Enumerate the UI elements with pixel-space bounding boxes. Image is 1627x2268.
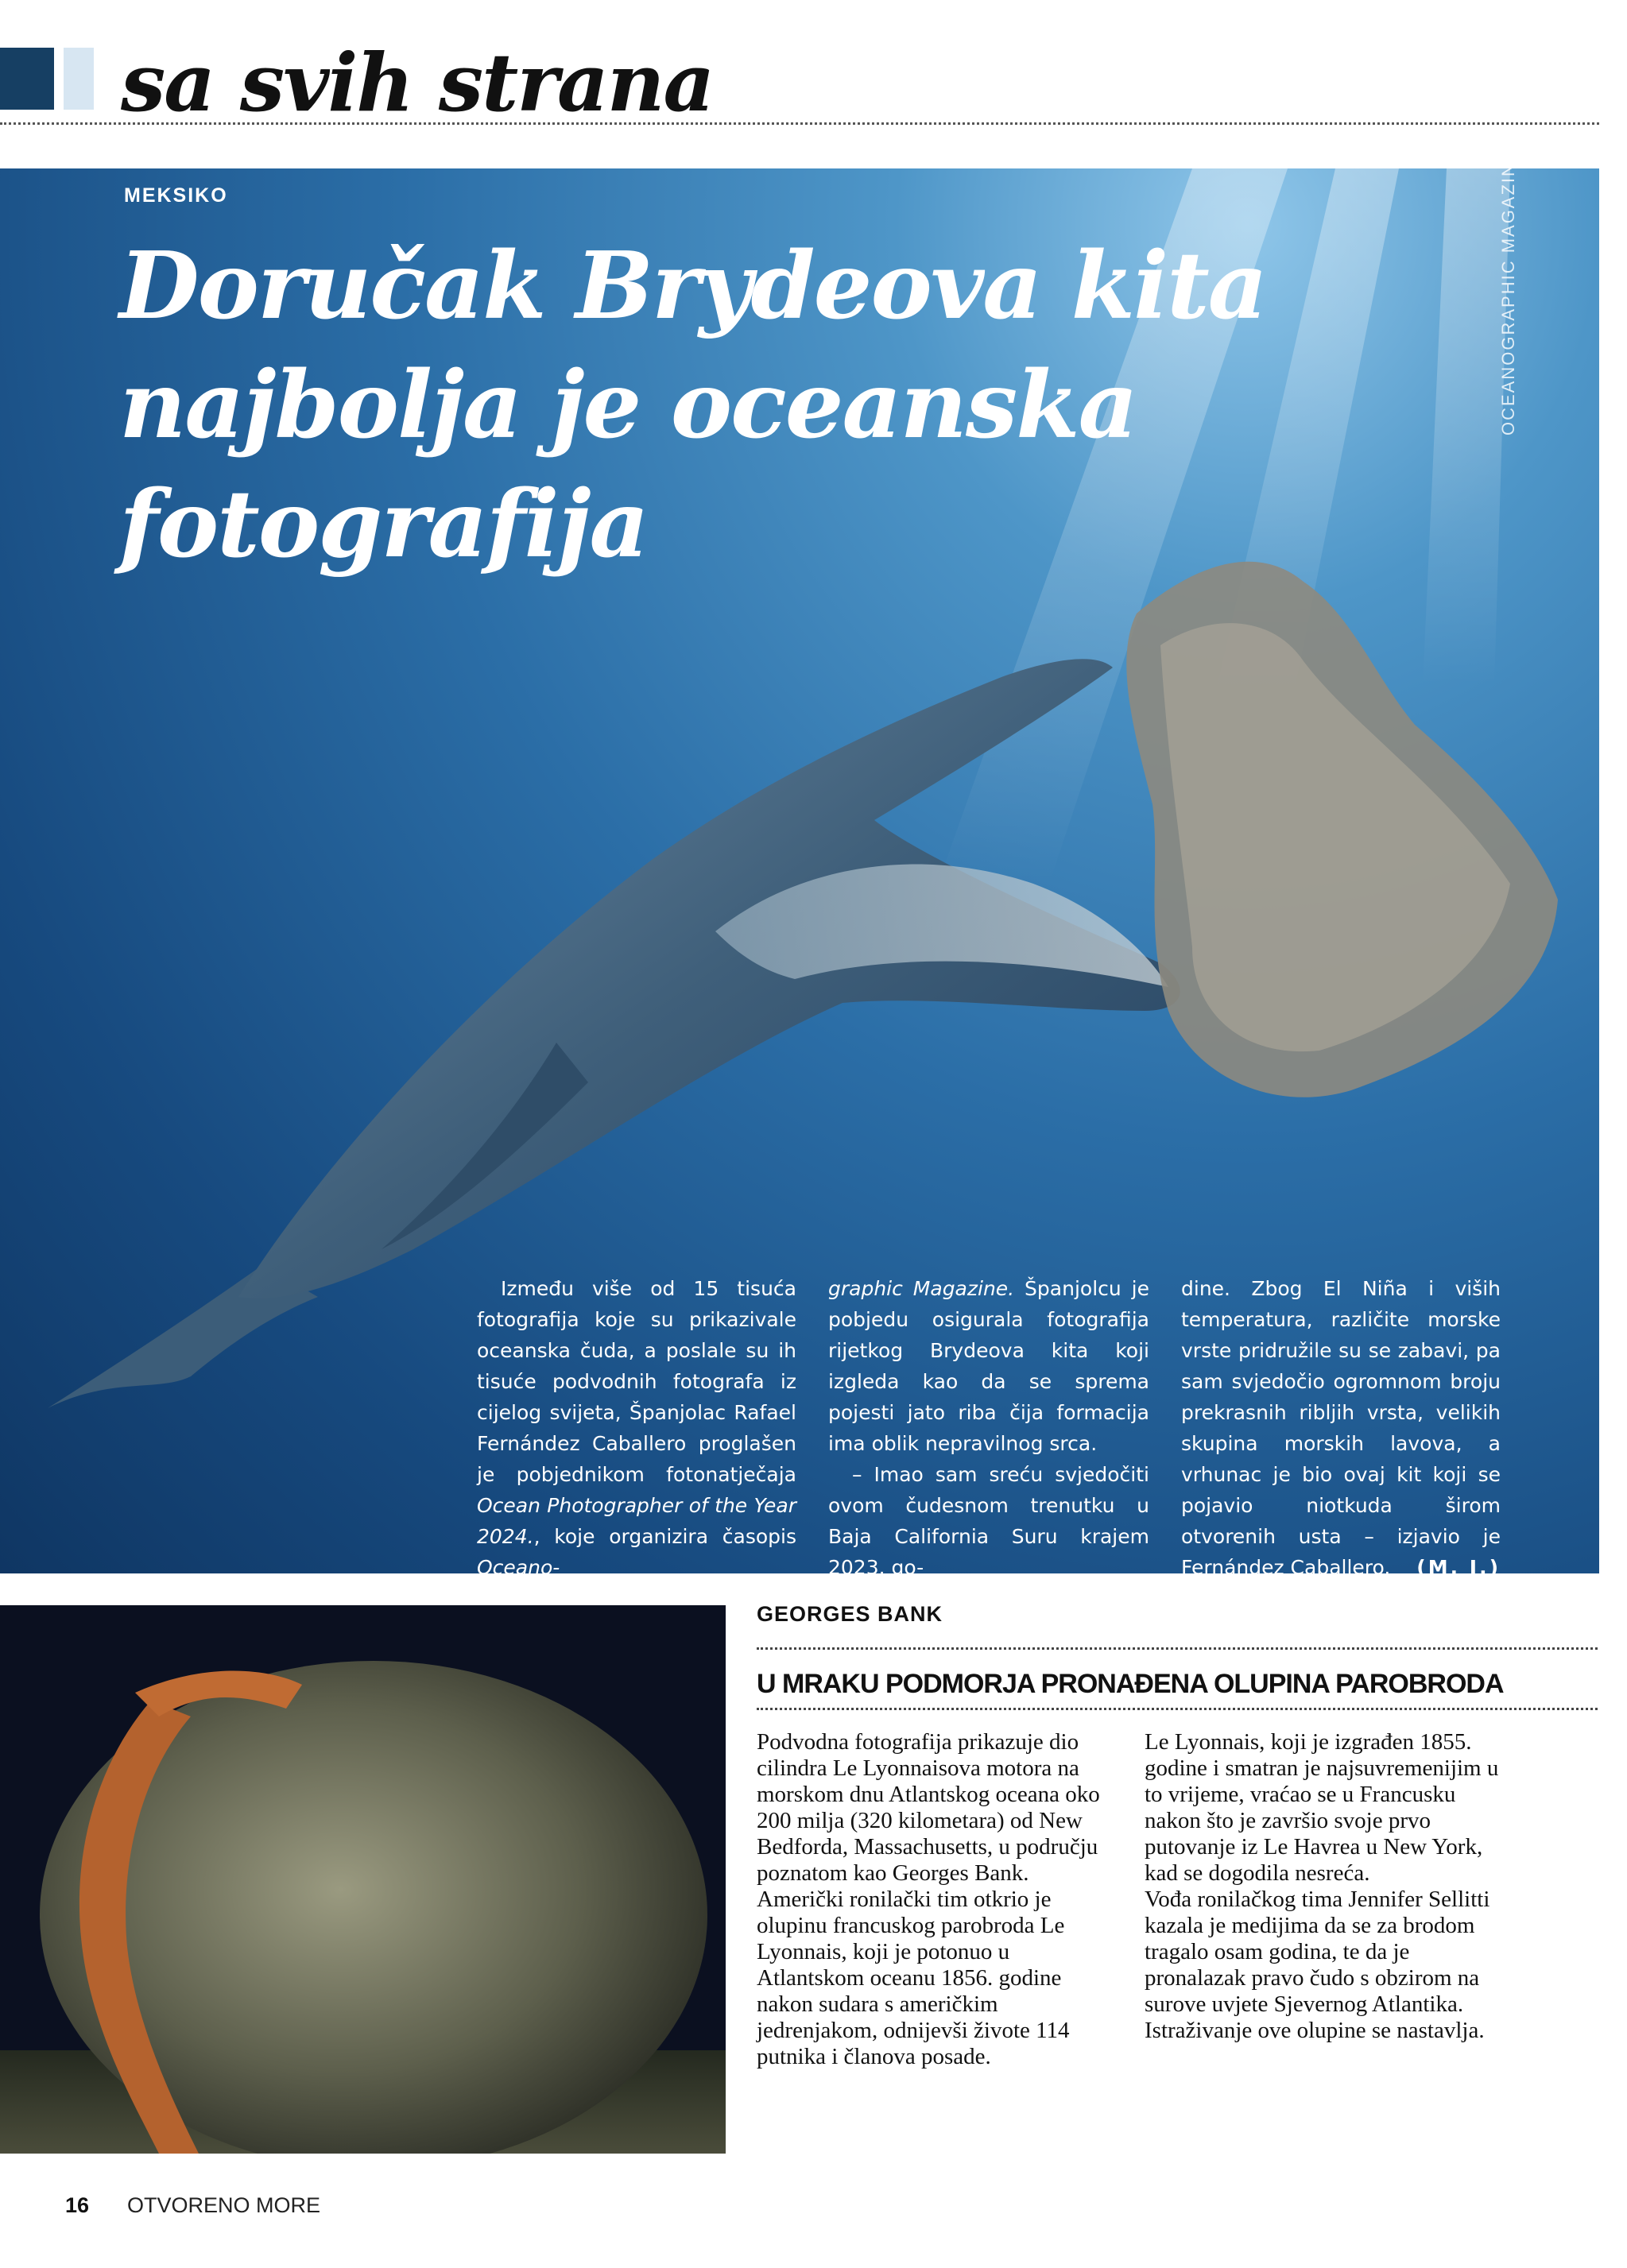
feature-column-1 [477, 1273, 796, 1583]
feature-column-3 [1181, 1273, 1501, 1583]
secondary-paragraph: Vođa ronilačkog tima Jennifer Sellitti kazala je medijima da se za brodom tragalo osam godina, te da je pronalazak pravo čudo s obzirom na surove uvjete Sjevernog Atlantika. [1145, 1887, 1490, 2017]
shipwreck-illustration [0, 1605, 726, 2154]
section-color-block-light [64, 48, 94, 110]
secondary-column-2 [1145, 1729, 1502, 2044]
secondary-kicker: GEORGES BANK [757, 1602, 943, 1626]
feature-headline: Doručak Brydeova kita najbolja je oceanska fotografija [119, 232, 1266, 579]
shipwreck-photo [0, 1605, 726, 2154]
secondary-paragraph: Le Lyonnais, koji je izgrađen 1855. godine i smatran je najsuvremenijim u to vrijeme, vraćao se u Francusku nakon što je završio svoje prvo putovanje iz Le Havrea u New York, kad se dogodila nesreća. [1145, 1729, 1499, 1886]
secondary-paragraph: Američki ronilački tim otkrio je olupinu francuskog parobroda Le Lyonnais, koji je potonuo u Atlantskom oceanu 1856. godine nakon sudara s američkim jedrenjakom, odnijevši živote 114 putnika i članova posade. [757, 1887, 1070, 2069]
secondary-paragraph: Podvodna fotografija prikazuje dio cilindra Le Lyonnaisova motora na morskom dnu Atlantskog oceana oko 200 milja (320 kilometara) od New Bedforda, Massachusetts, u području poznatom kao Georges Bank. [757, 1729, 1100, 1886]
feature-column-2 [828, 1273, 1149, 1583]
secondary-paragraph: Istraživanje ove olupine se nastavlja. [1145, 2018, 1485, 2043]
feature-kicker: MEKSIKO [124, 184, 228, 207]
page-number: 16 [65, 2193, 90, 2217]
secondary-title: U MRAKU PODMORJA PRONAĐENA OLUPINA PAROBRODA [757, 1669, 1504, 1699]
feature-paragraph: Između više od 15 tisuća fotografija koje su prikazivale oceanska čuda, a poslale su ih tisuće podvodnih fotografa iz cijelog svijeta, Španjolac Rafael Fernández Caballero proglašen je pobjednikom fotonatječaja Ocean Photographer of the Year 2024., koje organizira časopis Oceano- [477, 1277, 796, 1579]
section-title: sa svih strana [121, 36, 714, 130]
divider [757, 1708, 1598, 1710]
section-color-block [0, 48, 54, 110]
secondary-column-1 [757, 1729, 1114, 2070]
magazine-name: OTVORENO MORE [127, 2193, 321, 2217]
author-signature: (M. I.) [1416, 1556, 1501, 1579]
header-divider [0, 122, 1599, 125]
feature-paragraph: graphic Magazine. Španjolcu je pobjedu osigurala fotografija rijetkog Brydeova kita koji izgleda kao da se sprema pojesti jato riba čija formacija ima oblik nepravilnog srca. [828, 1277, 1149, 1455]
photo-credit: OCEANOGRAPHIC MAGAZINE [1498, 149, 1518, 435]
light-ray [1423, 168, 1510, 685]
feature-quote: – Imao sam sreću svjedočiti ovom čudesnom trenutku u Baja California Suru krajem 2023. go- [828, 1463, 1149, 1579]
divider [757, 1647, 1598, 1650]
feature-paragraph: dine. Zbog El Niña i viših temperatura, različite morske vrste pridružile su se zabavi, pa sam svjedočio ogromnom broju prekrasnih ribljih vrsta, velikih skupina morskih lavova, a vrhunac je bio ovaj kit koji se pojavio niotkuda širom otvorenih usta – izjavio je Fernández Caballero. (M. I.) [1181, 1273, 1501, 1583]
